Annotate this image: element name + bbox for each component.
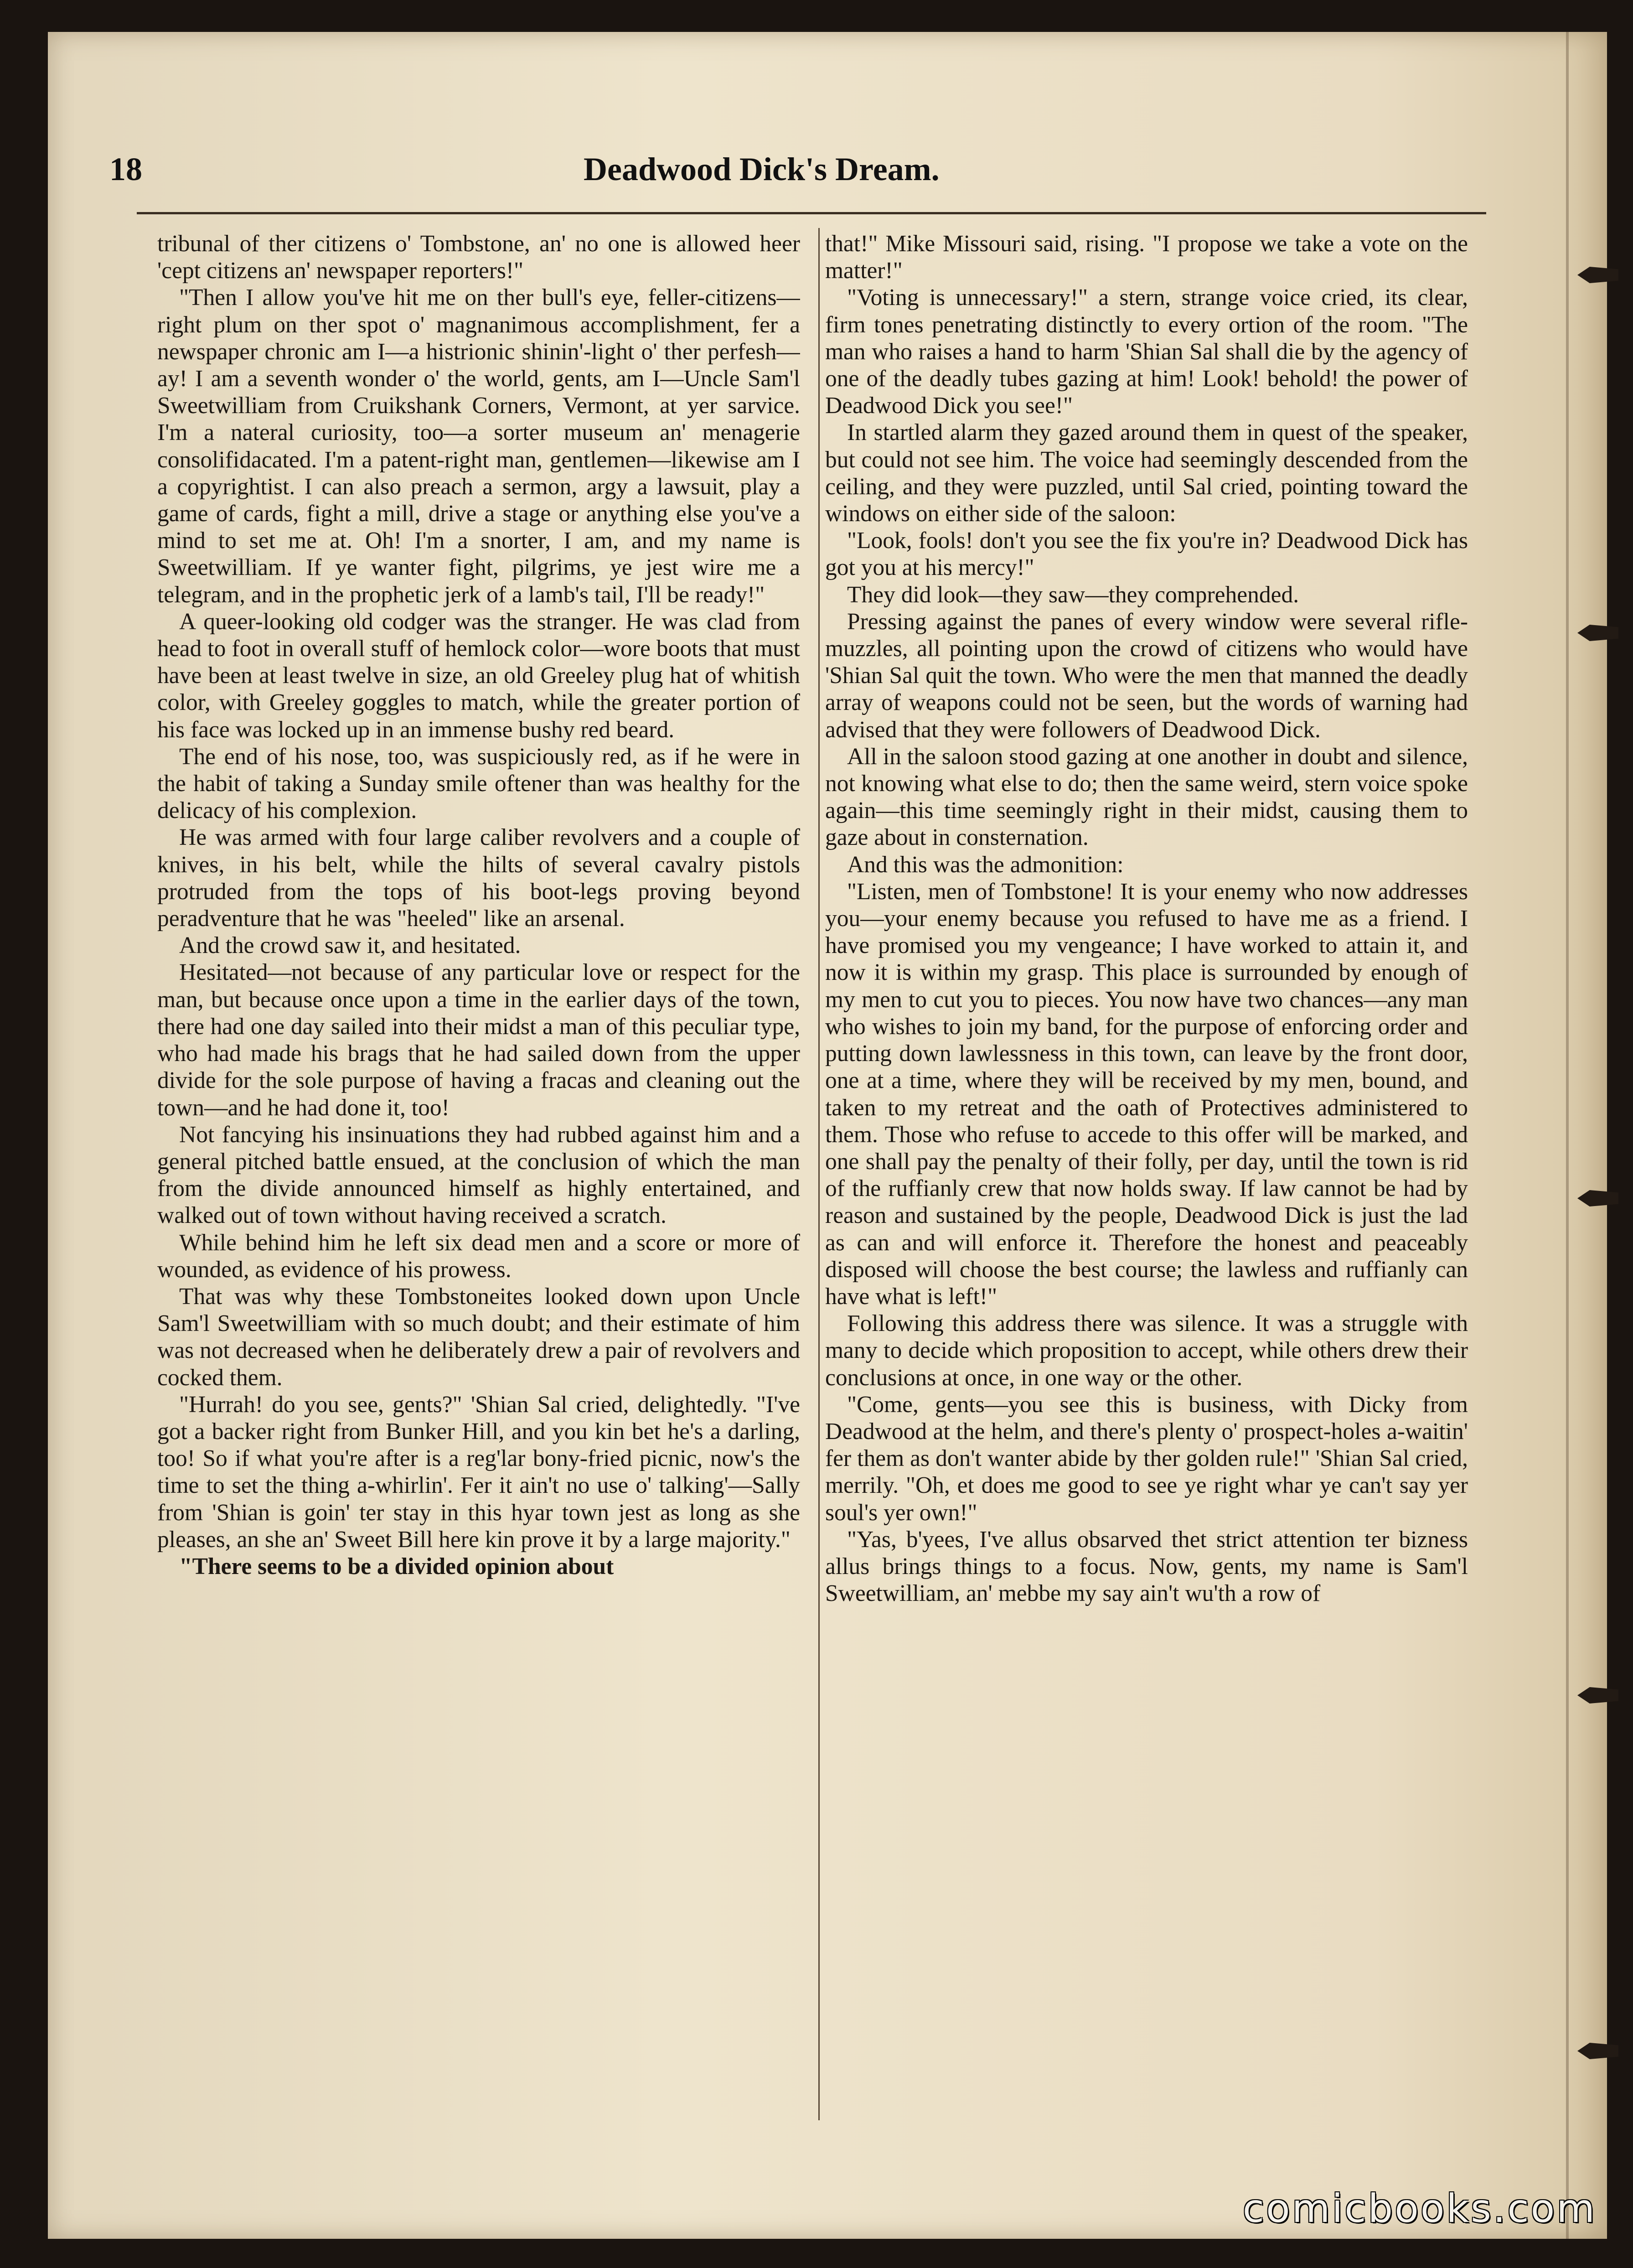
paragraph: "Hurrah! do you see, gents?" 'Shian Sal cried, delightedly. "I've got a backer right from Bunker Hill, and you kin bet he's a darling, too! So if what you're after is a reg'lar bony-fried picnic, now's the time to set the thing a-whirlin'. Fer it ain't no use o' talking'—Sally from 'Shian is goin' ter stay in this hyar town jest as long as she pleases, an she an' Sweet Bill here kin prove it by a large majority." [157, 1391, 800, 1553]
paragraph: "Look, fools! don't you see the fix you're in? Deadwood Dick has got you at his mercy!" [825, 528, 1468, 581]
paragraph: He was armed with four large caliber revolvers and a couple of knives, in his belt, while the hilts of several cavalry pistols protruded from the tops of his boot-legs proving beyond peradventure that he was "heeled" like an arsenal. [157, 824, 800, 932]
paragraph: "Voting is unnecessary!" a stern, strange voice cried, its clear, firm tones penetrating distinctly to every ortion of the room. "The man who raises a hand to harm 'Shian Sal shall die by the agency of one of the deadly tubes gazing at him! Look! behold! the power of Deadwood Dick you see!" [825, 285, 1468, 419]
right-column [825, 230, 1468, 2145]
paragraph: tribunal of ther citizens o' Tombstone, an' no one is allowed heer 'cept citizens an' newspaper reporters!" [157, 231, 800, 284]
left-column [157, 230, 800, 2145]
paragraph: "Come, gents—you see this is business, with Dicky from Deadwood at the helm, and there's plenty o' prospect-holes a-waitin' fer them as don't wanter abide by ther golden rule!" 'Shian Sal cried, merrily. "Oh, et does me good to see ye right whar ye can't say yer soul's yer own!" [825, 1391, 1468, 1526]
paragraph: "Then I allow you've hit me on ther bull's eye, feller-citizens—right plum on ther spot o' magnanimous accomplishment, fer a newspaper chronic am I—a histrionic shinin'-light o' ther perfesh—ay! I am a seventh wonder o' the world, gents, am I—Uncle Sam'l Sweetwilliam from Cruikshank Corners, Vermont, at yer sarvice. I'm a nateral curiosity, too—a sorter museum an' menagerie consolifidacated. I'm a patent-right man, gentlemen—likewise am I a copyrightist. I can also preach a sermon, argy a lawsuit, play a game of cards, fight a mill, drive a stage or anything else you've a mind to set me at. Oh! I'm a snorter, I am, and my name is Sweetwilliam. If ye wanter fight, pilgrims, ye jest wire me a telegram, and in the prophetic jerk of a lamb's tail, I'll be ready!" [157, 285, 800, 608]
paragraph: That was why these Tombstoneites looked down upon Uncle Sam'l Sweetwilliam with so much doubt; and their estimate of him was not decreased when he deliberately drew a pair of revolvers and cocked them. [157, 1283, 800, 1391]
watermark: comicbooks.com [1242, 2186, 1597, 2232]
paragraph: "Listen, men of Tombstone! It is your enemy who now addresses you—your enemy because you refused to have me as a friend. I have promised you my vengeance; I have worked to attain it, and now it is within my grasp. This place is surrounded by enough of my men to cut you to pieces. You now have two chances—any man who wishes to join my band, for the purpose of enforcing order and putting down lawlessness in this town, can leave by the front door, one at a time, where they will be received by my men, bound, and taken to my retreat and the oath of Protectives administered to them. Those who refuse to accede to this offer will be marked, and one shall pay the penalty of their folly, per day, until the town is rid of the ruffianly crew that now holds sway. If law cannot be had by reason and sustained by the people, Deadwood Dick is just the lad as can and will enforce it. Therefore the honest and peaceably disposed will choose the best course; the lawless and ruffianly can have what is left!" [825, 878, 1468, 1310]
paragraph: They did look—they saw—they comprehended. [847, 581, 1299, 608]
page-number: 18 [109, 151, 142, 187]
paragraph: "Yas, b'yees, I've allus obsarved thet strict attention ter bizness allus brings things to a focus. Now, gents, my name is Sam'l Sweetwilliam, an' mebbe my say ain't wu'th a row of [825, 1526, 1468, 1607]
binding-edge [1566, 32, 1569, 2239]
paragraph: "There seems to be a divided opinion about [179, 1553, 614, 1579]
paragraph: that!" Mike Missouri said, rising. "I propose we take a vote on the matter!" [825, 231, 1468, 284]
paragraph: Pressing against the panes of every window were several rifle-muzzles, all pointing upon the crowd of citizens who would have 'Shian Sal quit the town. Who were the men that manned the deadly array of weapons could not be seen, but the words of warning had advised that they were followers of Deadwood Dick. [825, 608, 1468, 743]
paragraph: Not fancying his insinuations they had rubbed against him and a general pitched battle ensued, at the conclusion of which the man from the divide announced himself as highly entertained, and walked out of town without having received a scratch. [157, 1121, 800, 1229]
running-title: Deadwood Dick's Dream. [584, 151, 940, 187]
page-header [109, 146, 1468, 210]
paragraph: Hesitated—not because of any particular love or respect for the man, but because once upon a time in the earlier days of the town, there had one day sailed into their midst a man of this peculiar type, who had made his brags that he had sailed down from the upper divide for the sole purpose of having a fracas and cleaning out the town—and he had done it, too! [157, 959, 800, 1121]
paragraph: The end of his nose, too, was suspiciously red, as if he were in the habit of taking a Sunday smile oftener than was healthy for the delicacy of his complexion. [157, 743, 800, 824]
column-divider [818, 228, 820, 2120]
paragraph: Following this address there was silence. It was a struggle with many to decide which proposition to accept, while others drew their conclusions at once, in one way or the other. [825, 1310, 1468, 1391]
paragraph: In startled alarm they gazed around them in quest of the speaker, but could not see him. The voice had seemingly descended from the ceiling, and they were puzzled, until Sal cried, pointing toward the windows on either side of the saloon: [825, 419, 1468, 527]
paragraph: While behind him he left six dead men and a score or more of wounded, as evidence of his prowess. [157, 1229, 800, 1283]
paragraph: And this was the admonition: [847, 851, 1124, 878]
paragraph: A queer-looking old codger was the stranger. He was clad from head to foot in overall stuff of hemlock color—wore boots that must have been at least twelve in size, an old Greeley plug hat of whitish color, with Greeley goggles to match, while the greater portion of his face was locked up in an immense bushy red beard. [157, 608, 800, 743]
paragraph: All in the saloon stood gazing at one another in doubt and silence, not knowing what else to do; then the same weird, stern voice spoke again—this time seemingly right in their midst, causing them to gaze about in consternation. [825, 743, 1468, 851]
paragraph: And the crowd saw it, and hesitated. [179, 932, 521, 959]
header-rule [137, 212, 1486, 214]
